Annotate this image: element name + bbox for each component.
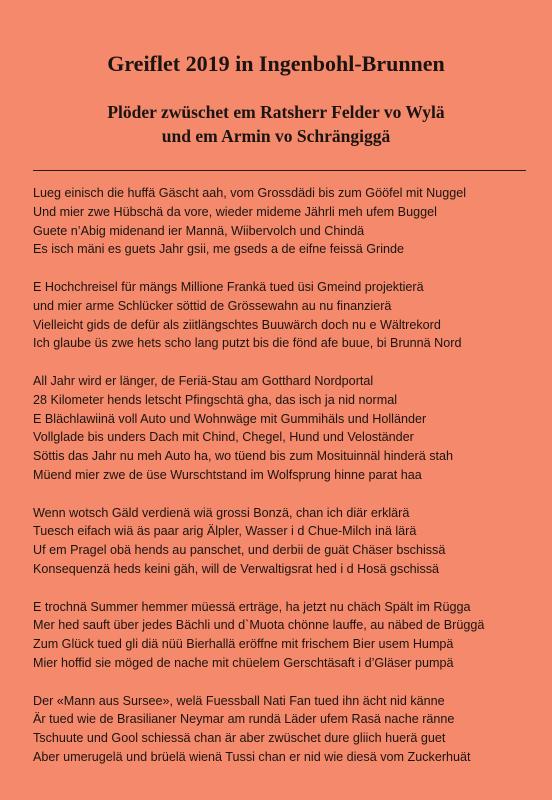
verse-line: Wenn wotsch Gäld verdienä wiä grossi Bonzä, chan ich diär erklärä bbox=[33, 505, 410, 520]
verse-line: E Blächlawiinä voll Auto und Wohnwäge mit Gummihäls und Holländer bbox=[33, 411, 427, 426]
verse-line: Tschuute und Gool schiessä chan är aber zwüschet dure gliich huerä guet bbox=[33, 731, 446, 746]
verse-line: Konsequenzä heds keini gäh, will de Verwaltigsrat hed i d Hosä gschissä bbox=[33, 561, 440, 576]
verse-line: Der «Mann aus Sursee», welä Fuessball Nati Fan tued ihn ächt nid känne bbox=[33, 693, 445, 708]
subtitle-line-1: Plöder zwüschet em Ratsherr Felder vo Wylä bbox=[107, 102, 445, 122]
stanza bbox=[33, 372, 538, 485]
verse-line: Es isch mäni es guets Jahr gsii, me gseds a de eifne feissä Grinde bbox=[33, 242, 404, 257]
verse-line: Vollglade bis unders Dach mit Chind, Chegel, Hund und Veloständer bbox=[33, 430, 414, 445]
verse-line: 28 Kilometer hends letscht Pfingschtä gha, das isch ja nid normal bbox=[33, 392, 398, 407]
stanza bbox=[33, 504, 538, 579]
verse-line: E trochnä Summer hemmer müessä erträge, ha jetzt nu chäch Spält im Rügga bbox=[33, 599, 471, 614]
verse-line: E Hochchreisel für mängs Millione Frankä tued üsi Gmeind projektierä bbox=[33, 279, 424, 294]
stanza bbox=[33, 598, 538, 673]
verse-line: Är tued wie de Brasilianer Neymar am rundä Läder ufem Rasä nache ränne bbox=[33, 712, 455, 727]
verse-line: Müend mier zwe de üse Wurschtstand im Wolfsprung hinne parat haa bbox=[33, 467, 422, 482]
page-title: Greiflet 2019 in Ingenbohl-Brunnen bbox=[107, 51, 445, 76]
stanza bbox=[33, 184, 538, 259]
stanza bbox=[33, 278, 538, 353]
verse-line: Vielleicht gids de defür als ziitlängschtes Buuwärch doch nu e Wältrekord bbox=[33, 317, 441, 332]
verse-line: Mer hed sauft über jedes Bächli und d`Muota chönne lauffe, au näbed de Brüggä bbox=[33, 618, 485, 633]
verse-line: Uf em Pragel obä hends au panschet, und derbii de guät Chäser bschissä bbox=[33, 543, 446, 558]
divider-line bbox=[33, 170, 526, 171]
verse-line: Söttis das Jahr nu meh Auto ha, wo tüend bis zum Mosituinnäl hinderä stah bbox=[33, 449, 454, 464]
stanza bbox=[33, 692, 538, 767]
verse-line: Ich glaube üs zwe hets scho lang putzt bis die fönd afe buue, bi Brunnä Nord bbox=[33, 336, 462, 351]
verse-line: und mier arme Schlücker söttid de Grössewahn au nu finanzierä bbox=[33, 298, 392, 313]
verse-line: All Jahr wird er länger, de Feriä-Stau am Gotthard Nordportal bbox=[33, 373, 374, 388]
verse-line: Tuesch eifach wiä äs paar arig Älpler, Wasser i d Chue-Milch inä lärä bbox=[33, 524, 417, 539]
verse-line: Guete n’Abig midenand ier Mannä, Wiibervolch und Chindä bbox=[33, 223, 365, 238]
subtitle-line-2: und em Armin vo Schrängiggä bbox=[161, 126, 391, 146]
page-subtitle bbox=[0, 100, 552, 148]
verse-line: Zum Glück tued gli diä nüü Bierhallä eröffne mit frischem Bier usem Humpä bbox=[33, 637, 454, 652]
verse-line: Mier hoffid sie möged de nache mit chüelem Gerschtäsaft i d’Gläser pumpä bbox=[33, 655, 454, 670]
poem-body bbox=[33, 184, 538, 786]
verse-line: Und mier zwe Hübschä da vore, wieder mideme Jährli meh ufem Buggel bbox=[33, 204, 437, 219]
verse-line: Aber umerugelä und brüelä wienä Tussi chan er nid wie diesä vom Zuckerhuät bbox=[33, 749, 471, 764]
verse-line: Lueg einisch die huffä Gäscht aah, vom Grossdädi bis zum Gööfel mit Nuggel bbox=[33, 186, 467, 200]
